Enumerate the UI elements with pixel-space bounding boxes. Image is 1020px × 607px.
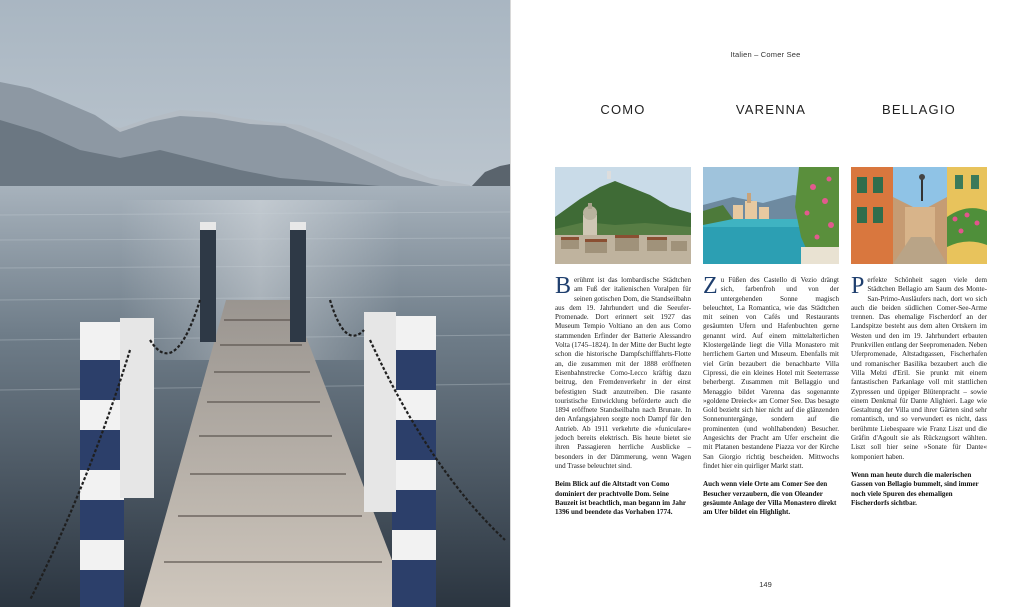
varenna-body-text: u Füßen des Castello di Vezio drängt sich, farbenfroh und von der untergehenden Sonne magisch beleuchtet, La Romantica, wie das Städtchen mit seinen von Cafés und Restaurants gesäumten Ufern und Hafenbuchten gerne genannt wird. Auf einem mittelalterlichen Klostergelände liegt die Villa Monastero mit herrlichem Garten und Museum. Ebenfalls mit viel Grün bezaubert die benachbarte Villa Cipressi, die ein kleines Hotel mit Seeterrasse beherbergt. Zusammen mit Bellaggio und Menaggio bildet Varenna das sogenannte »goldene Dreieck« am Comer See. Das besagte Gold bezieht sich hier nicht auf die glänzenden Sonnenuntergänge, sondern auf die prominenten (und wohlhabenden) Besucher. Angesichts der Pracht am Ufer erscheint die mit Platanen bestandene Piazza vor der Kirche San Giorgio richtig bescheiden. Mittwochs findet hier ein quirliger Markt statt. — [703, 276, 839, 470]
varenna-body — [703, 273, 839, 471]
bellagio-dropcap: P — [851, 273, 865, 299]
column-title-bellagio: BELLAGIO — [882, 102, 956, 117]
varenna-dropcap: Z — [703, 273, 718, 299]
column-title-como: COMO — [600, 102, 646, 117]
column-varenna — [703, 167, 839, 517]
running-head: Italien – Comer See — [730, 50, 801, 59]
column-title-varenna: VARENNA — [735, 102, 807, 117]
bellagio-caption: Wenn man heute durch die malerischen Gassen von Bellagio bummelt, sind immer noch viele Spuren des ehemaligen Fischerdorfs sichtbar. — [851, 470, 979, 507]
como-body — [555, 273, 691, 471]
bellagio-body — [851, 273, 987, 462]
como-photo — [555, 167, 691, 264]
column-como — [555, 167, 691, 517]
text-page — [511, 0, 1020, 607]
como-caption: Beim Blick auf die Altstadt von Como dominiert der prachtvolle Dom. Seine Bauzeit ist beachtlich, man begann im Jahr 1396 und beendete das Vorhaben 1774. — [555, 480, 686, 517]
varenna-photo — [703, 167, 839, 264]
como-body-text: erühmt ist das lombardische Städtchen am Fuß der italienischen Voralpen für seinen gotischen Dom, die Standseilbahn aus dem 19. Jahrhundert und die Seeufer-Promenade. Dort erinnert seit 1927 das Museum Tempio Voltiano an den aus Como stammenden Erfinder der Batterie Alessandro Volta (1745–1824). In der Mitte der Bucht legte schon die historische Dampfschifffahrts-Flotte an, die zusammen mit der 1888 eröffneten Eisenbahnstrecke Como-Lecco kräftig dazu beitrug, den Fremdenverkehr in der einst befestigten Stadt anzutreiben. Die rasante touristische Entwicklung beförderte auch die 1894 eröffnete Standseilbahn nach Brunate. In den Anfangsjahren sorgte noch Dampf für den Antrieb. Ab 1911 verkehrte die »funiculare« jedoch bereits elektrisch. Bis heute bietet sie ihren Passagieren herrliche Ausblicke – besonders in der Dämmerung, wenn Wagen und Trasse beleuchtet sind. — [555, 276, 691, 470]
bellagio-body-text: erfekte Schönheit sagen viele dem Städtchen Bellagio am Saum des Monte-San-Primo-Ausläufers nach, dort wo sich auch die beiden südlichen Comer-See-Arme trennen. Das ehemalige Fischerdorf an der Landspitze besteht aus dem alten Ortskern im Westen und den im 19. Jahrhundert erbauten Prunkvillen entlang der Seepromenaden. Neben Uferpromenade, Altstadtgassen, Fischerhafen und romanischer Basilika bezaubert auch die Villa Melzi d'Eril. Sie prunkt mit einem fantastischen Parkanlage voll mit stattlichen Zypressen und üppiger Blütenpracht – sowie einem Denkmal für Dante Alighieri. Lage wie Gestaltung der Villa und ihrer Gärten sind sehr romantisch, und so verwundert es nicht, dass berühmte Liebespaare wie Franz Liszt und die Gräfin d'Agoult sie als Rückzugsort wählten. Liszt soll hier seine »Sonate für Dante« komponiert haben. — [851, 276, 987, 461]
page-number: 149 — [759, 580, 772, 589]
como-dropcap: B — [555, 273, 572, 299]
bellagio-photo — [851, 167, 987, 264]
varenna-caption: Auch wenn viele Orte am Comer See den Besucher verzaubern, die von Oleander gesäumte Anlage der Villa Monastero direkt am Ufer bildet ein Highlight. — [703, 480, 837, 517]
column-bellagio — [851, 167, 987, 508]
